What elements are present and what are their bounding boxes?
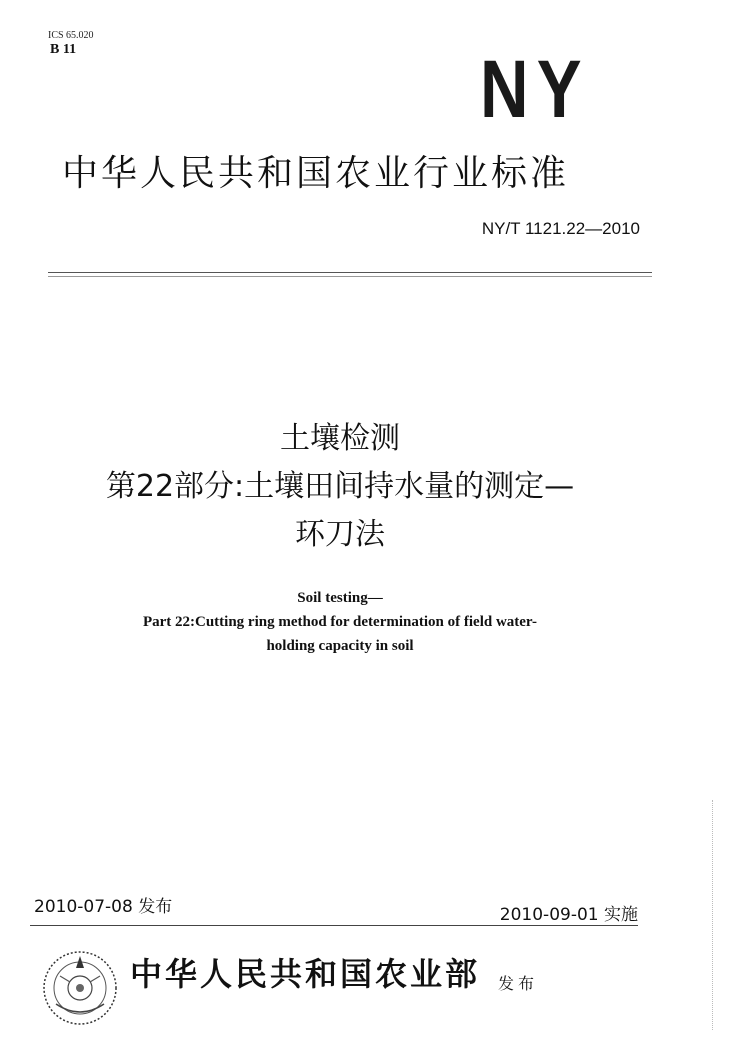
issue-date: 2010-07-08 发布	[34, 897, 173, 917]
implementation-date: 2010-09-01 实施	[499, 905, 638, 925]
title-cn-line-2: 第22部分:土壤田间持水量的测定—	[105, 469, 575, 504]
ministry-seal-icon	[40, 948, 120, 1028]
title-en-line-3: holding capacity in soil	[266, 638, 414, 654]
issuing-ministry: 中华人民共和国农业部	[130, 955, 481, 993]
header-divider	[48, 272, 652, 273]
standard-name: 中华人民共和国农业行业标准	[62, 153, 570, 194]
scan-margin-line	[712, 800, 713, 1030]
publish-label: 发布	[498, 974, 539, 993]
ny-logo: NY	[480, 44, 590, 135]
title-cn-line-1: 土壤检测	[280, 421, 400, 456]
standard-number: NY/T 1121.22—2010	[481, 219, 640, 238]
ics-code: ICS 65.020	[48, 30, 94, 41]
title-en-line-2: Part 22:Cutting ring method for determination of field water-	[142, 614, 538, 630]
title-cn-line-3: 环刀法	[295, 517, 385, 552]
header-divider-secondary	[48, 276, 652, 277]
title-en-line-1: Soil testing—	[297, 590, 383, 606]
footer-divider	[30, 925, 638, 926]
clc-code: B 11	[50, 42, 77, 57]
